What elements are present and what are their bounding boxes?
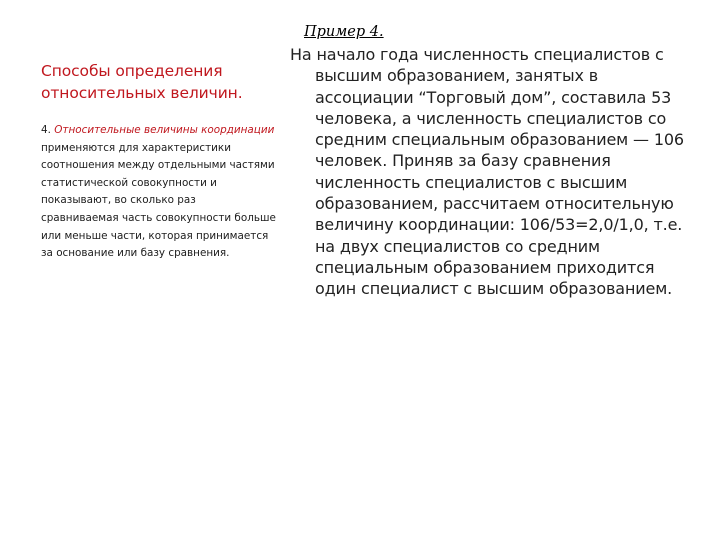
- item-number: 4.: [41, 124, 51, 136]
- section-title-line-1: Способы определения: [41, 62, 223, 80]
- right-column: [290, 22, 690, 300]
- section-title-line-2: относительных величин.: [41, 84, 243, 102]
- example-text: На начало года численность специалистов с высшим образованием, занятых в ассоциации “Торговый дом”, составила 53 человека, а численность специалистов со средним специальным образованием — 106 человек. Приняв за базу сравнения численность специалистов с высшим образованием, рассчитаем относительную величину координации: 106/53=2,0/1,0, т.е. на двух специалистов со средним специальным образованием приходится один специалист с высшим образованием.: [290, 45, 684, 299]
- section-title: [41, 60, 276, 104]
- definition-text: применяются для характеристики соотношения между отдельными частями статистической совокупности и показывают, во сколько раз сравниваемая часть совокупности больше или меньше части, которая принимается за основание или базу сравнения.: [41, 141, 276, 260]
- left-column: [41, 60, 276, 263]
- example-label: Пример 4.: [304, 24, 384, 40]
- definition-term: Относительные величины координации: [54, 124, 275, 136]
- definition-paragraph: [41, 122, 276, 263]
